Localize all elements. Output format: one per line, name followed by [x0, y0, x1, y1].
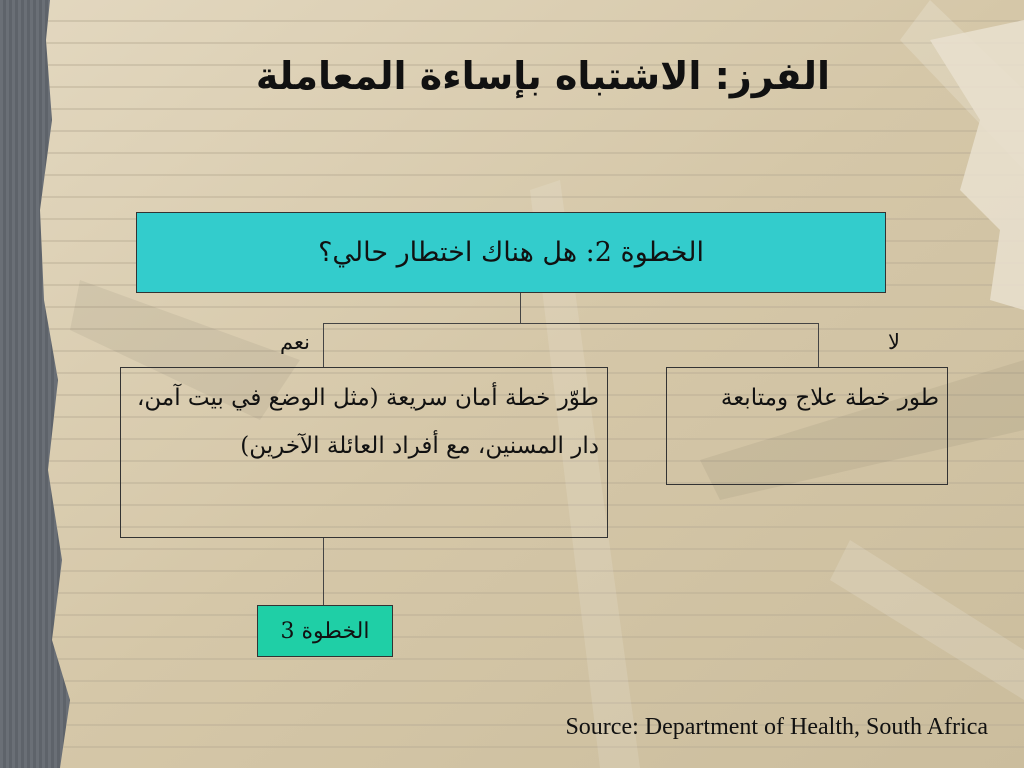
connector-left-drop	[323, 323, 324, 367]
step3-label: الخطوة 3	[280, 618, 370, 644]
step3-box	[257, 605, 393, 657]
step2-question-text: الخطوة 2: هل هناك اختطار حالي؟	[318, 237, 704, 268]
connector-horizontal	[323, 323, 819, 324]
no-action-box	[666, 367, 948, 485]
yes-branch-label: نعم	[280, 330, 310, 354]
slide-title: الفرز: الاشتباه بإساءة المعاملة	[255, 54, 830, 98]
connector-to-step3	[323, 538, 324, 605]
yes-action-text: طوّر خطة أمان سريعة (مثل الوضع في بيت آمن، دار المسنين، مع أفراد العائلة الآخرين)	[136, 385, 599, 459]
source-citation: Source: Department of Health, South Africa	[565, 714, 988, 740]
connector-stem-top	[520, 293, 521, 323]
no-action-text: طور خطة علاج ومتابعة	[720, 385, 939, 411]
yes-action-box	[120, 367, 608, 538]
step2-question-box	[136, 212, 886, 293]
connector-right-drop	[818, 323, 819, 367]
no-branch-label: لا	[888, 330, 900, 354]
